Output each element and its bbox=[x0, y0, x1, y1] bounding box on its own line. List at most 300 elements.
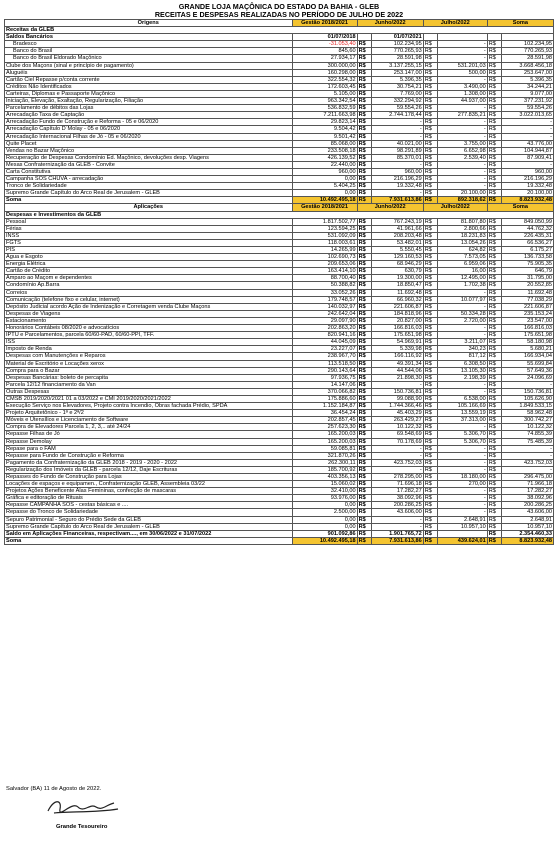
receita-row-cell: Recuperação de Despesas Condomínio Ed. Maçônico, devoluções desp. Viagens bbox=[5, 154, 293, 161]
despesa-row-cell: R$ bbox=[423, 310, 437, 317]
despesa-row-cell: - bbox=[437, 325, 487, 332]
receita-row-cell: 277.835,21 bbox=[437, 112, 487, 119]
receita-row-cell: 30.754,21 bbox=[371, 83, 423, 90]
bank-row-cell: 102.234,95 bbox=[371, 41, 423, 48]
despesa-row bbox=[5, 332, 554, 339]
despesa-row-cell: Amparo ao Maçom e dependentes bbox=[5, 275, 293, 282]
receita-row-cell: Arrecadação Taxa de Captação bbox=[5, 112, 293, 119]
receita-row-cell: - bbox=[371, 119, 423, 126]
receita-row-cell: R$ bbox=[487, 154, 501, 161]
receita-row-cell: R$ bbox=[423, 140, 437, 147]
saldo-aplicacoes-row-cell: R$ bbox=[487, 530, 501, 537]
receita-row-cell: R$ bbox=[357, 112, 371, 119]
receita-row-cell: R$ bbox=[423, 133, 437, 140]
receita-row bbox=[5, 119, 554, 126]
despesa-row-cell: R$ bbox=[487, 332, 501, 339]
despesa-row-cell: 66.536,27 bbox=[501, 239, 553, 246]
despesa-row-cell: R$ bbox=[357, 516, 371, 523]
despesa-row-cell: 531.092,09 bbox=[292, 232, 357, 239]
despesa-row-cell: - bbox=[437, 332, 487, 339]
receita-row-cell: 3.668.456,18 bbox=[501, 62, 553, 69]
despesas-total-row bbox=[5, 537, 554, 544]
despesa-row-cell: R$ bbox=[487, 481, 501, 488]
despesa-row-cell: 184.818,96 bbox=[371, 310, 423, 317]
receita-row-cell: - bbox=[437, 161, 487, 168]
despesa-row-cell: 817,12 bbox=[437, 353, 487, 360]
despesa-row-cell: R$ bbox=[487, 317, 501, 324]
receitas-total-row bbox=[5, 197, 554, 204]
despesa-row-cell: Repasse Demolay bbox=[5, 438, 293, 445]
despesa-row-cell: 10.122,32 bbox=[371, 424, 423, 431]
despesa-row-cell: R$ bbox=[357, 381, 371, 388]
report-title: GRANDE LOJA MAÇÔNICA DO ESTADO DA BAHIA - GLEB bbox=[178, 2, 380, 11]
receita-row bbox=[5, 126, 554, 133]
despesa-row-cell: R$ bbox=[423, 459, 437, 466]
despesa-row-cell: R$ bbox=[487, 275, 501, 282]
despesa-row-cell: 820.941,16 bbox=[292, 332, 357, 339]
despesa-row-cell: R$ bbox=[423, 239, 437, 246]
receita-row bbox=[5, 140, 554, 147]
despesa-row-cell: Repasse do Tronco de Solidariedade bbox=[5, 509, 293, 516]
despesa-row-cell: 2.800,66 bbox=[437, 225, 487, 232]
despesa-row-cell: 278.295,00 bbox=[371, 474, 423, 481]
despesa-row-cell: R$ bbox=[357, 509, 371, 516]
despesa-row-cell: R$ bbox=[487, 353, 501, 360]
despesa-row-cell: R$ bbox=[487, 374, 501, 381]
despesa-row bbox=[5, 438, 554, 445]
receita-row-cell: Créditos Não Identificados bbox=[5, 83, 293, 90]
despesa-row-cell: R$ bbox=[487, 410, 501, 417]
despesa-row-cell: R$ bbox=[357, 438, 371, 445]
receita-row-cell: R$ bbox=[357, 126, 371, 133]
receita-row-cell: R$ bbox=[487, 161, 501, 168]
receitas-total-row-cell: R$ bbox=[357, 197, 371, 204]
despesa-row-cell: 166.816,03 bbox=[501, 325, 553, 332]
receita-row-cell: R$ bbox=[423, 62, 437, 69]
despesa-row-cell: R$ bbox=[487, 303, 501, 310]
despesa-row-cell: 1.849.533,15 bbox=[501, 403, 553, 410]
despesa-row-cell: 5.306,70 bbox=[437, 431, 487, 438]
receita-row-cell: R$ bbox=[357, 69, 371, 76]
receita-row-cell: R$ bbox=[423, 112, 437, 119]
despesa-row-cell: R$ bbox=[487, 381, 501, 388]
despesa-row-cell: 105.626,90 bbox=[501, 395, 553, 402]
despesa-row bbox=[5, 275, 554, 282]
despesa-row-cell: 18.180,00 bbox=[437, 474, 487, 481]
despesa-row bbox=[5, 459, 554, 466]
receitas-total-row-cell: 8.823.932,48 bbox=[501, 197, 553, 204]
receita-row bbox=[5, 190, 554, 197]
receita-row-cell: R$ bbox=[357, 62, 371, 69]
despesa-row-cell: 242.642,04 bbox=[292, 310, 357, 317]
receita-row-cell: R$ bbox=[423, 76, 437, 83]
despesa-row-cell: 57.649,36 bbox=[501, 367, 553, 374]
receita-row-cell: 0,00 bbox=[292, 176, 357, 183]
despesa-row-cell: 370.066,82 bbox=[292, 388, 357, 395]
despesa-row-cell: R$ bbox=[423, 339, 437, 346]
despesa-row-cell: R$ bbox=[487, 403, 501, 410]
receita-row-cell: - bbox=[437, 183, 487, 190]
receita-row-cell: 332.294,92 bbox=[371, 98, 423, 105]
despesa-row-cell: R$ bbox=[357, 218, 371, 225]
despesa-row-cell: R$ bbox=[357, 353, 371, 360]
despesa-row-cell: 54.969,91 bbox=[371, 339, 423, 346]
despesa-row-cell: 44.544,06 bbox=[371, 367, 423, 374]
receitas-total-row-cell: R$ bbox=[487, 197, 501, 204]
bank-row-cell: 102.234,95 bbox=[501, 41, 553, 48]
despesa-row-cell: 88.700,40 bbox=[292, 275, 357, 282]
despesa-row-cell: R$ bbox=[423, 346, 437, 353]
receita-row bbox=[5, 161, 554, 168]
despesa-row-cell: Férias bbox=[5, 225, 293, 232]
receita-row-cell: R$ bbox=[423, 183, 437, 190]
despesa-row bbox=[5, 232, 554, 239]
despesa-row bbox=[5, 239, 554, 246]
receita-row-cell: 300.000,00 bbox=[292, 62, 357, 69]
receita-row-cell: R$ bbox=[487, 112, 501, 119]
receita-row bbox=[5, 98, 554, 105]
saldos-cell: 01/07/2018 bbox=[292, 34, 357, 41]
despesa-row-cell: - bbox=[437, 466, 487, 473]
despesa-row-cell: R$ bbox=[423, 360, 437, 367]
despesa-row-cell: 0,00 bbox=[292, 523, 357, 530]
despesa-row-cell: Compra para o Bazar bbox=[5, 367, 293, 374]
despesa-row-cell: Repasse CAMPANHA SOS - cestas básicas e .... bbox=[5, 502, 293, 509]
despesa-row-cell: Pessoal bbox=[5, 218, 293, 225]
receita-row-cell: R$ bbox=[357, 168, 371, 175]
despesa-row-cell: R$ bbox=[357, 395, 371, 402]
receita-row-cell: R$ bbox=[487, 62, 501, 69]
saldo-aplicacoes-row bbox=[5, 530, 554, 537]
despesa-row bbox=[5, 403, 554, 410]
despesa-row-cell: R$ bbox=[487, 218, 501, 225]
despesa-row-cell: R$ bbox=[423, 495, 437, 502]
receita-row-cell: R$ bbox=[487, 190, 501, 197]
receita-row-cell: 3.490,00 bbox=[437, 83, 487, 90]
despesa-row-cell: R$ bbox=[423, 509, 437, 516]
despesa-row-cell: 166.816,03 bbox=[371, 325, 423, 332]
despesa-row-cell: 20.827,00 bbox=[371, 317, 423, 324]
despesa-row bbox=[5, 424, 554, 431]
despesa-row-cell: Despesas Bancárias: boleto de percapita bbox=[5, 374, 293, 381]
despesa-row-cell: 262.300,11 bbox=[292, 459, 357, 466]
despesa-row-cell: R$ bbox=[357, 388, 371, 395]
origens-header-col-header: Gestão 2018/2021 bbox=[292, 20, 357, 27]
despesa-row-cell: 6.175,27 bbox=[501, 247, 553, 254]
despesa-row-cell: 185.700,92 bbox=[292, 466, 357, 473]
receita-row-cell: 19.332,48 bbox=[501, 183, 553, 190]
despesa-row-cell: R$ bbox=[423, 410, 437, 417]
despesa-row bbox=[5, 509, 554, 516]
despesa-row-cell: R$ bbox=[487, 502, 501, 509]
origens-header-col-header: Soma bbox=[487, 20, 553, 27]
receitas-total-row-cell: R$ bbox=[423, 197, 437, 204]
origens-header-label: Origens bbox=[5, 20, 293, 27]
despesa-row-cell: R$ bbox=[423, 289, 437, 296]
despesa-row-cell: R$ bbox=[423, 261, 437, 268]
bank-row-cell: R$ bbox=[423, 55, 437, 62]
despesa-row-cell: R$ bbox=[487, 325, 501, 332]
despesa-row-cell: R$ bbox=[423, 247, 437, 254]
despesa-row-cell: 7.573,05 bbox=[437, 254, 487, 261]
signature-image bbox=[44, 795, 124, 819]
receita-row-cell: - bbox=[501, 126, 553, 133]
receita-row bbox=[5, 176, 554, 183]
receita-row-cell: - bbox=[371, 133, 423, 140]
despesa-row-cell: 50.388,82 bbox=[292, 282, 357, 289]
despesa-row-cell: Despesas com Manutenções e Reparos bbox=[5, 353, 293, 360]
despesa-row-cell: 202.863,20 bbox=[292, 325, 357, 332]
receita-row-cell: 3.022.013,65 bbox=[501, 112, 553, 119]
receita-row-cell: R$ bbox=[357, 161, 371, 168]
despesa-row-cell: 235.153,24 bbox=[501, 310, 553, 317]
receita-row-cell: - bbox=[437, 133, 487, 140]
receita-row-cell: - bbox=[437, 119, 487, 126]
receita-row-cell: 960,00 bbox=[371, 168, 423, 175]
despesa-row-cell: 3.211,07 bbox=[437, 339, 487, 346]
despesa-row-cell: 11.692,48 bbox=[371, 289, 423, 296]
despesa-row-cell: 2.198,39 bbox=[437, 374, 487, 381]
receita-row-cell: R$ bbox=[423, 105, 437, 112]
saldos-cell bbox=[437, 34, 487, 41]
despesa-row-cell: - bbox=[437, 502, 487, 509]
receita-row-cell: 2.539,40 bbox=[437, 154, 487, 161]
despesa-row bbox=[5, 367, 554, 374]
despesa-row-cell: 1.152.184,87 bbox=[292, 403, 357, 410]
despesa-row-cell: 37.313,00 bbox=[437, 417, 487, 424]
despesa-row-cell: 13.105,30 bbox=[437, 367, 487, 374]
despesa-row-cell: R$ bbox=[357, 445, 371, 452]
receita-row-cell: R$ bbox=[357, 140, 371, 147]
report bbox=[4, 0, 554, 830]
despesa-row bbox=[5, 474, 554, 481]
despesa-row-cell: 136.733,58 bbox=[501, 254, 553, 261]
saldo-aplicacoes-row-cell: R$ bbox=[357, 530, 371, 537]
despesa-row-cell: 23.227,07 bbox=[292, 346, 357, 353]
despesa-row-cell: R$ bbox=[357, 424, 371, 431]
receita-row-cell: R$ bbox=[423, 98, 437, 105]
receita-row-cell: 960,00 bbox=[292, 168, 357, 175]
receita-row-cell: 9.504,42 bbox=[292, 126, 357, 133]
despesa-row-cell: 10.122,32 bbox=[501, 424, 553, 431]
bank-row-cell: R$ bbox=[357, 48, 371, 55]
despesa-row bbox=[5, 502, 554, 509]
despesa-row bbox=[5, 339, 554, 346]
despesa-row-cell: R$ bbox=[423, 388, 437, 395]
despesa-row-cell: R$ bbox=[357, 325, 371, 332]
despesa-row-cell: R$ bbox=[357, 474, 371, 481]
despesa-row-cell: R$ bbox=[487, 424, 501, 431]
despesa-row-cell: 166.116,92 bbox=[371, 353, 423, 360]
despesa-row-cell: 123.594,25 bbox=[292, 225, 357, 232]
despesa-row-cell: R$ bbox=[487, 509, 501, 516]
bank-row-cell: - bbox=[437, 41, 487, 48]
saldos-cell bbox=[423, 34, 437, 41]
despesa-row-cell: R$ bbox=[487, 417, 501, 424]
despesa-row-cell: - bbox=[371, 466, 423, 473]
despesa-row-cell: IPTU e Parcelamentos, parcela 60/60-PAD, 60/60-PPI, TFF. bbox=[5, 332, 293, 339]
despesa-row-cell: R$ bbox=[487, 232, 501, 239]
saldo-aplicacoes-row-cell: Saldo em Aplicações Financeiras, respectivam...., em 30/06/2022 e 31/07/2022 bbox=[5, 530, 293, 537]
receita-row-cell: R$ bbox=[357, 83, 371, 90]
receita-row-cell: 9.501,42 bbox=[292, 133, 357, 140]
report-subtitle: RECEITAS E DESPESAS REALIZADAS NO PERÍODO DE JULHO DE 2022 bbox=[154, 10, 404, 19]
despesa-row-cell: - bbox=[437, 388, 487, 395]
despesa-row-cell: 41.961,66 bbox=[371, 225, 423, 232]
despesa-row-cell: R$ bbox=[487, 516, 501, 523]
despesa-row-cell: 58.962,48 bbox=[501, 410, 553, 417]
despesa-row-cell: R$ bbox=[357, 261, 371, 268]
despesa-row-cell: 93.976,00 bbox=[292, 495, 357, 502]
aplicacoes-header bbox=[5, 204, 554, 211]
despesa-row-cell: - bbox=[437, 452, 487, 459]
despesa-row-cell: R$ bbox=[357, 523, 371, 530]
despesa-row-cell: 45.403,29 bbox=[371, 410, 423, 417]
despesa-row-cell: R$ bbox=[487, 438, 501, 445]
receitas-total-row-cell: 7.931.613,86 bbox=[371, 197, 423, 204]
despesa-row-cell: 0,00 bbox=[292, 502, 357, 509]
despesas-total-row-cell: 439.624,01 bbox=[437, 537, 487, 544]
footer-date: Salvador (BA) 11 de Agosto de 2022. bbox=[6, 786, 102, 792]
receita-row-cell: 216.196,29 bbox=[371, 176, 423, 183]
receita-row-cell: R$ bbox=[357, 133, 371, 140]
receita-row-cell: R$ bbox=[487, 133, 501, 140]
saldo-aplicacoes-row-cell: R$ bbox=[423, 530, 437, 537]
despesa-row-cell: 2.648,91 bbox=[437, 516, 487, 523]
despesa-row-cell: R$ bbox=[423, 254, 437, 261]
despesa-row-cell: 423.752,03 bbox=[501, 459, 553, 466]
despesa-row-cell: R$ bbox=[487, 247, 501, 254]
despesa-row-cell: 53.482,01 bbox=[371, 239, 423, 246]
despesa-row-cell: 99.088,90 bbox=[371, 395, 423, 402]
despesa-row bbox=[5, 282, 554, 289]
despesa-row-cell: 6.308,50 bbox=[437, 360, 487, 367]
receita-row-cell: R$ bbox=[423, 90, 437, 97]
despesa-row-cell: - bbox=[437, 381, 487, 388]
despesa-row-cell: R$ bbox=[423, 474, 437, 481]
despesa-row-cell: - bbox=[437, 424, 487, 431]
despesa-row-cell: R$ bbox=[487, 346, 501, 353]
despesa-row-cell: 767.243,19 bbox=[371, 218, 423, 225]
bank-row-cell: R$ bbox=[357, 41, 371, 48]
despesa-row-cell: 32.410,00 bbox=[292, 488, 357, 495]
despesa-row-cell: 105.166,69 bbox=[437, 403, 487, 410]
despesa-row-cell: 74.855,39 bbox=[501, 431, 553, 438]
receita-row-cell: 322.554,32 bbox=[292, 76, 357, 83]
despesa-row-cell: R$ bbox=[357, 374, 371, 381]
despesa-row-cell: R$ bbox=[423, 424, 437, 431]
receita-row-cell: 6.652,98 bbox=[437, 147, 487, 154]
despesa-row-cell: R$ bbox=[357, 268, 371, 275]
despesa-row-cell: CMSB 2019/2020/2021 01 a 03/2022 e CMI 2019/2020/2021/2022 bbox=[5, 395, 293, 402]
despesa-row-cell: - bbox=[501, 445, 553, 452]
receita-row-cell: 2.744.178,44 bbox=[371, 112, 423, 119]
receita-row-cell: - bbox=[501, 161, 553, 168]
despesa-row-cell: R$ bbox=[423, 275, 437, 282]
despesa-row-cell: R$ bbox=[423, 417, 437, 424]
saldos-row bbox=[5, 34, 554, 41]
receita-row-cell: Campanha SOS CHUVA - arrecadação bbox=[5, 176, 293, 183]
despesa-row-cell: 209.653,06 bbox=[292, 261, 357, 268]
receita-row-cell: 536.832,59 bbox=[292, 105, 357, 112]
saldo-aplicacoes-row-cell: 2.354.460,33 bbox=[501, 530, 553, 537]
despesa-row-cell: Locações de espaços e equipamen., Confraternização GLEB, Assembleia 03/22 bbox=[5, 481, 293, 488]
despesa-row-cell: 19.300,00 bbox=[371, 275, 423, 282]
despesa-row-cell: 71.696,18 bbox=[371, 481, 423, 488]
receita-row-cell: R$ bbox=[487, 176, 501, 183]
bank-row-cell: Bradesco bbox=[5, 41, 293, 48]
receita-row-cell: - bbox=[437, 76, 487, 83]
despesa-row-cell: 226.435,31 bbox=[501, 232, 553, 239]
receita-row-cell: 5.396,35 bbox=[501, 76, 553, 83]
receita-row-cell: 1.308,00 bbox=[437, 90, 487, 97]
despesa-row bbox=[5, 247, 554, 254]
despesa-row-cell: 77.038,29 bbox=[501, 296, 553, 303]
despesa-row-cell: Repasse para Fundo de Construção e Reforma bbox=[5, 452, 293, 459]
aplicacoes-header-col-header: Junho/2022 bbox=[357, 204, 423, 211]
despesa-row-cell: Execução Serviço nos Elevadores, Projeto contra Incendio, Obras fachada Prédio, SPDA bbox=[5, 403, 293, 410]
receita-row-cell: R$ bbox=[423, 176, 437, 183]
receita-row-cell: - bbox=[371, 161, 423, 168]
receita-row-cell: R$ bbox=[423, 161, 437, 168]
despesa-row-cell: 5.306,70 bbox=[437, 438, 487, 445]
despesa-row bbox=[5, 417, 554, 424]
receita-row-cell: R$ bbox=[423, 119, 437, 126]
despesa-row-cell: 208.203,48 bbox=[371, 232, 423, 239]
despesa-row bbox=[5, 261, 554, 268]
despesa-row-cell: 423.752,03 bbox=[371, 459, 423, 466]
despesa-row bbox=[5, 346, 554, 353]
despesa-row-cell: 0,00 bbox=[292, 516, 357, 523]
despesa-row-cell: 55.699,84 bbox=[501, 360, 553, 367]
despesa-row-cell: 150.736,81 bbox=[501, 388, 553, 395]
receita-row-cell: - bbox=[437, 176, 487, 183]
receita-row-cell: 59.554,26 bbox=[371, 105, 423, 112]
despesa-row-cell: 263.429,27 bbox=[371, 417, 423, 424]
despesa-row-cell: R$ bbox=[487, 225, 501, 232]
despesa-row bbox=[5, 310, 554, 317]
despesa-row-cell: 36.454,24 bbox=[292, 410, 357, 417]
receita-row bbox=[5, 147, 554, 154]
despesa-row-cell: 321.870,26 bbox=[292, 452, 357, 459]
receita-row-cell: R$ bbox=[357, 90, 371, 97]
receita-row-cell: R$ bbox=[357, 76, 371, 83]
despesa-row-cell: - bbox=[501, 452, 553, 459]
despesa-row-cell: 150.736,81 bbox=[371, 388, 423, 395]
receita-row-cell: 43.776,00 bbox=[501, 140, 553, 147]
despesa-row-cell: - bbox=[371, 452, 423, 459]
receita-row-cell: R$ bbox=[357, 105, 371, 112]
despesa-row-cell: 221.606,87 bbox=[371, 303, 423, 310]
receita-row-cell: 104.944,87 bbox=[501, 147, 553, 154]
despesa-row-cell: 340,23 bbox=[437, 346, 487, 353]
receita-row-cell: Vendas no Bazar Maçônico bbox=[5, 147, 293, 154]
despesa-row-cell: R$ bbox=[357, 247, 371, 254]
receita-row-cell: 59.554,26 bbox=[501, 105, 553, 112]
bank-row-cell: -31.053,40 bbox=[292, 41, 357, 48]
despesa-row bbox=[5, 325, 554, 332]
despesa-row-cell: Honorários Contábeis 08/2020 e advocatícios bbox=[5, 325, 293, 332]
despesa-row bbox=[5, 445, 554, 452]
despesa-row bbox=[5, 289, 554, 296]
despesa-row-cell: R$ bbox=[423, 395, 437, 402]
despesa-row-cell: 221.606,87 bbox=[501, 303, 553, 310]
receita-row-cell: R$ bbox=[487, 168, 501, 175]
receita-row-cell: 963.342,54 bbox=[292, 98, 357, 105]
despesa-row-cell: 70.178,69 bbox=[371, 438, 423, 445]
despesa-row-cell: R$ bbox=[487, 523, 501, 530]
despesa-row bbox=[5, 317, 554, 324]
